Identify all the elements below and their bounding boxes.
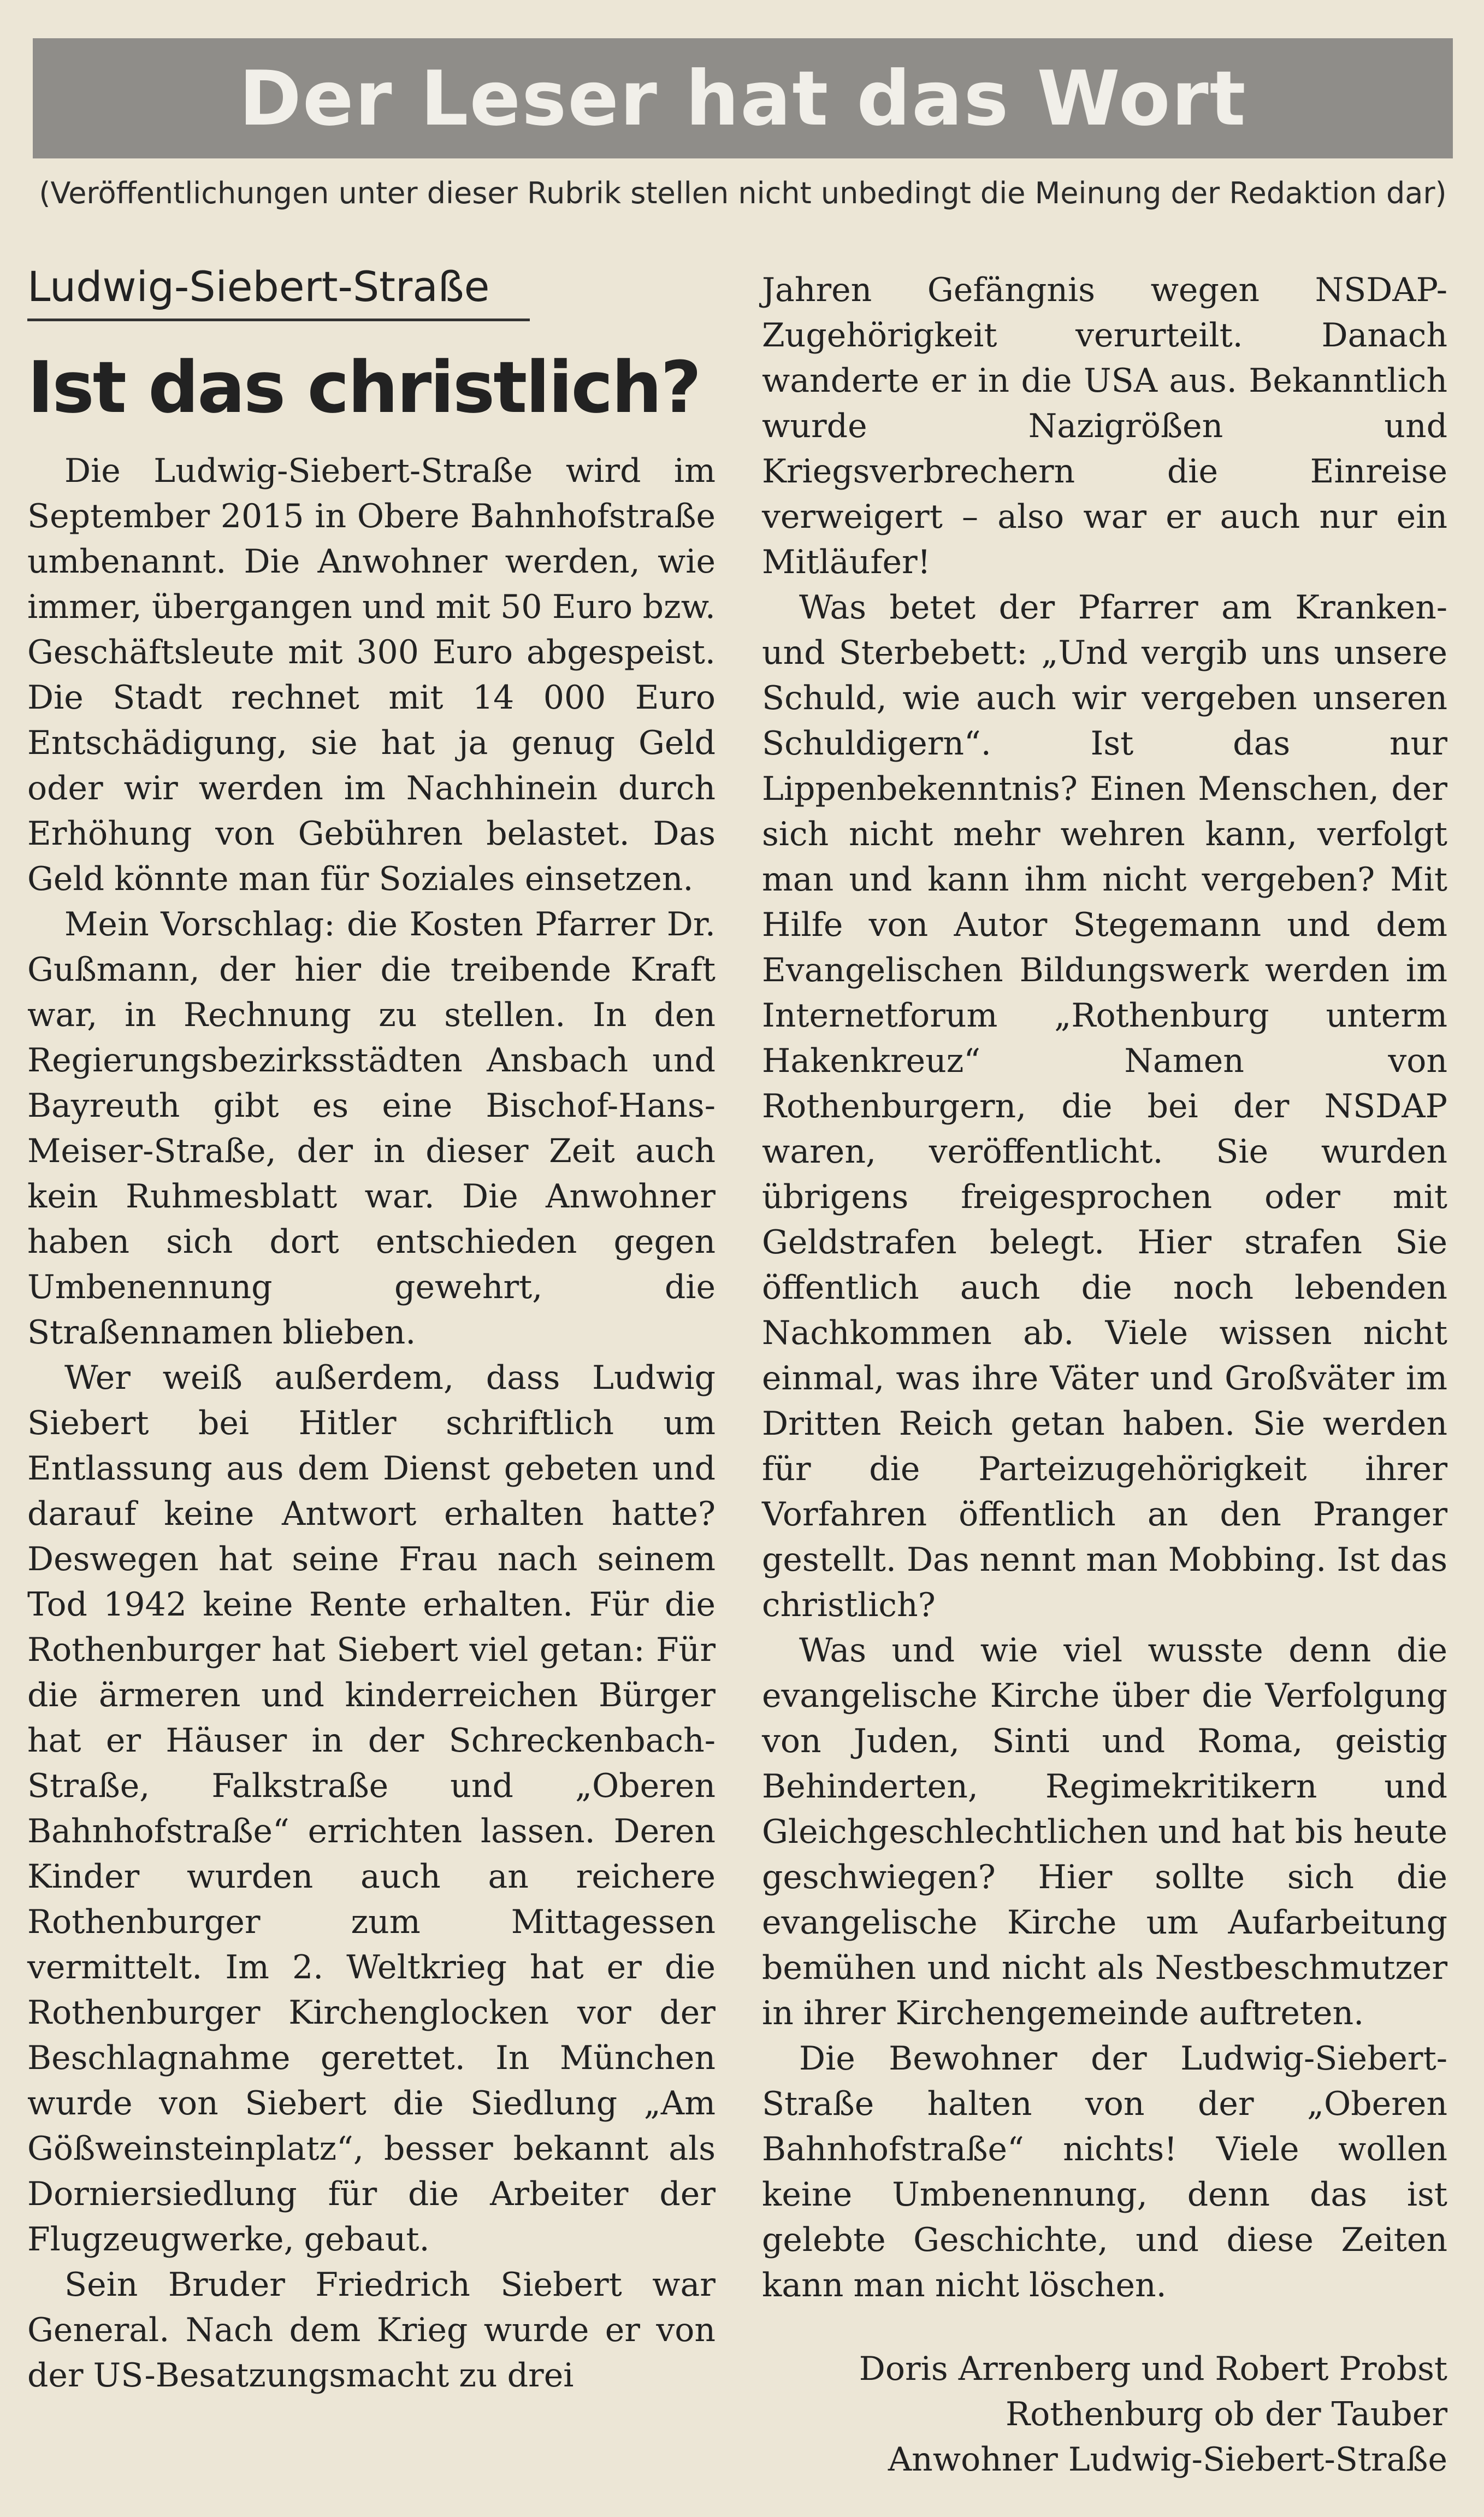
paragraph: Was und wie viel wusste denn die evangelische Kirche über die Verfolgung von Juden, Sinti und Roma, geistig Behinderten, Regimekritikern und Gleichgeschlechtlichen und hat bis heute geschwiegen? Hier sollte sich die evangelische Kirche um Aufarbeitung bemühen und nicht als Nestbeschmutzer in ihrer Kirchengemeinde auftreten. [762,1631,1447,2032]
signature-role: Anwohner Ludwig-Siebert-Straße [888,2441,1447,2479]
paragraph: Die Ludwig-Siebert-Straße wird im September 2015 in Obere Bahnhofstraße umbenannt. Die Anwohner werden, wie immer, übergangen und mit 50 Euro bzw. Geschäftsleute mit 300 Euro abgespeist. Die Stadt rechnet mit 14 000 Euro Entschädigung, sie hat ja genug Geld oder wir werden im Nachhinein durch Erhöhung von Gebühren belastet. Das Geld könnte man für Soziales einsetzen. [27,452,716,898]
article-topic: Ludwig-Siebert-Straße [27,262,530,321]
paragraph: Sein Bruder Friedrich Siebert war General. Nach dem Krieg wurde er von der US-Besatzungsmacht zu drei [27,2266,716,2395]
left-column [27,262,716,2501]
paragraph: Was betet der Pfarrer am Kranken- und Sterbebett: „Und vergib uns unsere Schuld, wie auch wir vergeben unseren Schuldigern“. Ist das nur Lippenbekenntnis? Einen Menschen, der sich nicht mehr wehren kann, verfolgt man und kann ihm nicht vergeben? Mit Hilfe von Autor Stegemann und dem Evangelischen Bildungswerk werden im Internetforum „Rothenburg unterm Hakenkreuz“ Namen von Rothenburgern, die bei der NSDAP waren, veröffentlicht. Sie wurden übrigens freigesprochen oder mit Geldstrafen belegt. Hier strafen Sie öffentlich auch die noch lebenden Nachkommen ab. Viele wissen nicht einmal, was ihre Väter und Großväter im Dritten Reich getan haben. Sie werden für die Parteizugehörigkeit ihrer Vorfahren öffentlich an den Pranger gestellt. Das nennt man Mobbing. Ist das christlich? [762,588,1447,1624]
paragraph: Die Bewohner der Ludwig-Siebert-Straße halten von der „Oberen Bahnhofstraße“ nichts! Viele wollen keine Umbenennung, denn das ist gelebte Geschichte, und diese Zeiten kann man nicht löschen. [762,2039,1447,2304]
paragraph-continued: Jahren Gefängnis wegen NSDAP-Zugehörigkeit verurteilt. Danach wanderte er in die USA aus. Bekanntlich wurde Nazigrößen und Kriegsverbrechern die Einreise verweigert – also war er auch nur ein Mitläufer! [762,271,1447,581]
paragraph: Wer weiß außerdem, dass Ludwig Siebert bei Hitler schriftlich um Entlassung aus dem Dienst gebeten und darauf keine Antwort erhalten hatte? Deswegen hat seine Frau nach seinem Tod 1942 keine Rente erhalten. Für die Rothenburger hat Siebert viel getan: Für die ärmeren und kinderreichen Bürger hat er Häuser in der Schreckenbach-Straße, Falkstraße und „Oberen Bahnhofstraße“ errichten lassen. Deren Kinder wurden auch an reichere Rothenburger zum Mittagessen vermittelt. Im 2. Weltkrieg hat er die Rothenburger Kirchenglocken vor der Beschlagnahme gerettet. In München wurde von Siebert die Siedlung „Am Gößweinsteinplatz“, besser bekannt als Dorniersiedlung für die Arbeiter der Flugzeugwerke, gebaut. [27,1359,716,2259]
paragraph: Mein Vorschlag: die Kosten Pfarrer Dr. Gußmann, der hier die treibende Kraft war, in Rechnung zu stellen. In den Regierungsbezirksstädten Ansbach und Bayreuth gibt es eine Bischof-Hans-Meiser-Straße, der in dieser Zeit auch kein Ruhmesblatt war. Die Anwohner haben sich dort entschieden gegen Umbenennung gewehrt, die Straßennamen blieben. [27,905,716,1352]
signature-authors: Doris Arrenberg und Robert Probst [859,2350,1447,2388]
right-column [762,268,1447,2501]
signature [762,2347,1447,2483]
disclaimer: (Veröffentlichungen unter dieser Rubrik stellen nicht unbedingt die Meinung der Redaktion dar) [39,176,1447,210]
signature-city: Rothenburg ob der Tauber [1005,2395,1447,2433]
section-header [33,38,1453,158]
section-title: Der Leser hat das Wort [239,54,1247,143]
article-headline: Ist das christlich? [27,346,700,429]
